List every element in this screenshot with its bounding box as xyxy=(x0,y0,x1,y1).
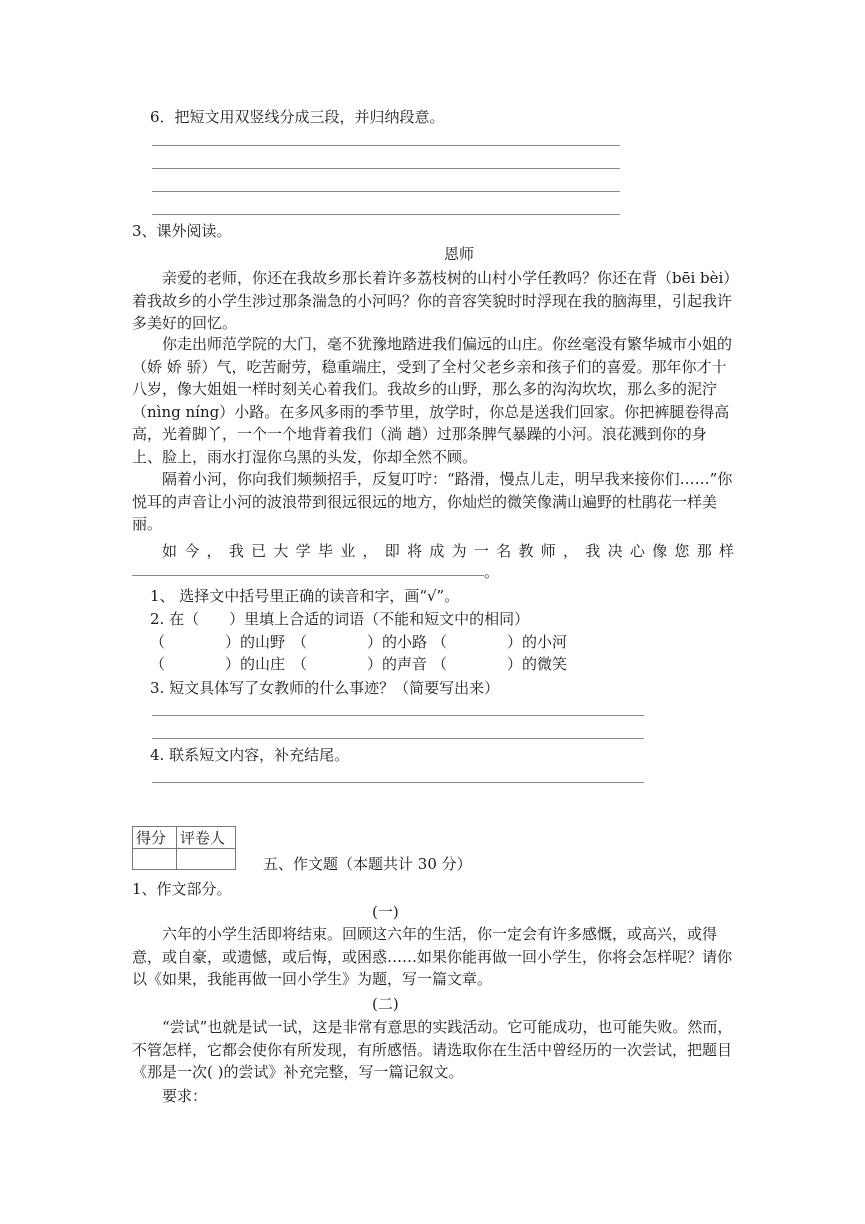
question-1: 1、 选择文中括号里正确的读音和字，画“√”。 xyxy=(150,587,460,605)
answer-line xyxy=(152,168,620,169)
article-paragraph-4: 如今，我已大学毕业，即将成为一名教师，我决心像您那样 xyxy=(162,542,734,560)
part-2-prompt: “尝试”也就是试一试，这是非常有意思的实践活动。它可能成功，也可能失败。然而，不管怎样，它都会使你有所发现，有所感悟。请选取你在生活中曾经历的一次尝试，把题目《那是一次( )的尝试》补充完整，写一篇记叙文。 xyxy=(132,1018,733,1081)
question-3: 3. 短文具体写了女教师的什么事迹？（简要写出来） xyxy=(150,679,500,697)
question-6: 6．把短文用双竖线分成三段，并归纳段意。 xyxy=(150,108,445,126)
reading-heading: 3、课外阅读。 xyxy=(132,222,232,240)
fill-item: （ ）的声音 xyxy=(292,655,428,673)
answer-line xyxy=(152,782,644,783)
question-2: 2. 在（ ）里填上合适的词语（不能和短文中的相同） xyxy=(150,610,530,628)
score-box xyxy=(132,826,236,870)
part-1-prompt: 六年的小学生活即将结束。回顾这六年的生活，你一定会有许多感慨，或高兴，或得意，或自豪，或遗憾，或后悔，或困惑……如果你能再做一回小学生，你将会怎样呢？请你以《如果，我能再做一回小学生》为题，写一篇文章。 xyxy=(132,925,733,988)
question-4: 4. 联系短文内容，补充结尾。 xyxy=(150,746,350,764)
score-label: 得分 xyxy=(133,827,177,849)
fill-item: （ ）的小河 xyxy=(432,633,568,651)
article-paragraph-1: 亲爱的老师，你还在我故乡那长着许多荔枝树的山村小学任教吗？你还在背（bēi bèi）着我故乡的小学生涉过那条湍急的小河吗？你的音容笑貌时时浮现在我的脑海里，引起我许多美好的回忆。 xyxy=(132,269,733,332)
part-2-label: (二) xyxy=(372,995,399,1013)
section-title: 五、作文题（本题共计 30 分） xyxy=(263,855,472,873)
answer-line xyxy=(152,738,644,739)
answer-line xyxy=(152,145,620,146)
ending-period: 。 xyxy=(484,563,500,581)
fill-row-1 xyxy=(150,631,567,652)
grader-label: 评卷人 xyxy=(177,827,236,849)
grader-cell[interactable] xyxy=(177,849,236,870)
part-1-label: (一) xyxy=(372,903,399,921)
article-title: 恩师 xyxy=(444,245,475,263)
score-cell[interactable] xyxy=(133,849,177,870)
answer-line xyxy=(152,715,644,716)
answer-line xyxy=(152,191,620,192)
fill-item: （ ）的山野 xyxy=(150,633,286,651)
fill-item: （ ）的微笑 xyxy=(432,655,568,673)
article-paragraph-3: 隔着小河，你向我们频频招手，反复叮咛：“路滑，慢点儿走，明早我来接你们……”你悦耳的声音让小河的波浪带到很远很远的地方，你灿烂的微笑像满山遍野的杜鹃花一样美丽。 xyxy=(132,470,733,533)
fill-item: （ ）的山庄 xyxy=(150,655,286,673)
answer-line xyxy=(152,214,620,215)
requirement-label: 要求： xyxy=(162,1087,208,1105)
fill-item: （ ）的小路 xyxy=(292,633,428,651)
ending-blank-line xyxy=(132,575,484,576)
composition-heading: 1、作文部分。 xyxy=(132,880,232,898)
fill-row-2 xyxy=(150,653,567,674)
article-paragraph-2: 你走出师范学院的大门，毫不犹豫地踏进我们偏远的山庄。你丝毫没有繁华城市小姐的（娇 娇 骄）气，吃苦耐劳，稳重端庄，受到了全村父老乡亲和孩子们的喜爱。那年你才十八岁，像大姐姐一样时刻关心着我们。我故乡的山野，那么多的沟沟坎坎，那么多的泥泞（nìng níng）小路。在多风多雨的季节里，放学时，你总是送我们回家。你把裤腿卷得高高，光着脚丫，一个一个地背着我们（淌 趟）过那条脾气暴躁的小河。浪花溅到你的身上、脸上，雨水打湿你乌黑的头发，你却全然不顾。 xyxy=(132,335,733,466)
